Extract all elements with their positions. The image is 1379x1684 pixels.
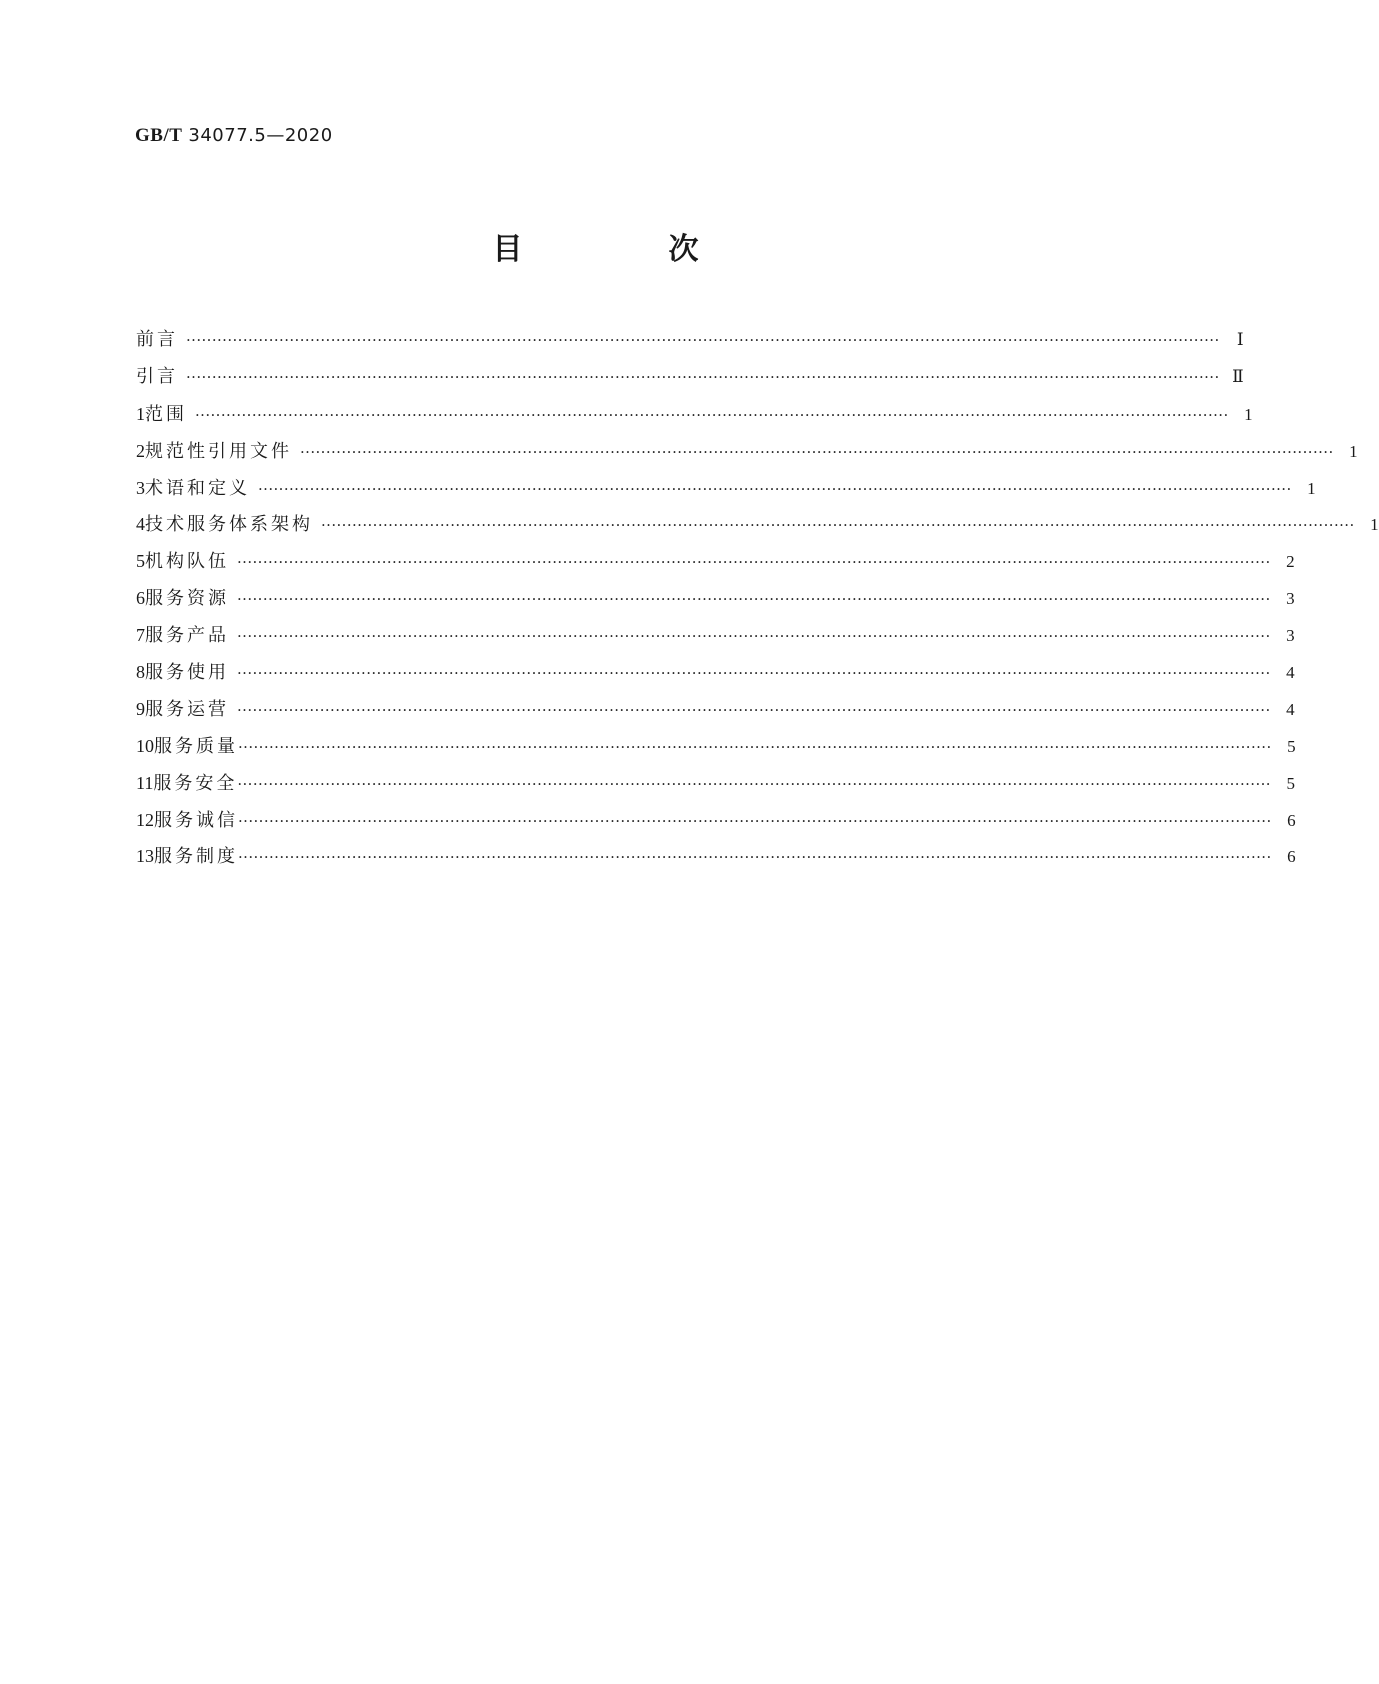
toc-entry-page: 1: [1244, 404, 1253, 424]
toc-entry-page: 5: [1287, 736, 1296, 756]
toc-leader-dots: ········································································································································································································: [237, 774, 1271, 793]
toc-leader-dots: ········································································································································································································: [195, 405, 1229, 424]
toc-entry[interactable]: [136, 359, 1244, 396]
standard-code: GB/T: [135, 125, 183, 146]
toc-entry-label: 技术服务体系架构: [145, 514, 313, 536]
toc-leader-dots: ········································································································································································································: [237, 627, 1271, 646]
toc-entry-number: 1: [136, 403, 145, 424]
toc-leader-dots: ········································································································································································································: [321, 516, 1355, 535]
toc-entry-label: 服务制度: [154, 846, 238, 868]
toc-entry-number: 7: [136, 625, 145, 646]
toc-entry[interactable]: [136, 543, 1295, 580]
toc-entry[interactable]: [136, 617, 1295, 654]
toc-entry-label: 范围: [145, 403, 187, 425]
toc-entry[interactable]: [136, 691, 1295, 728]
toc-entry-number: 8: [136, 662, 145, 683]
toc-entry-number: 5: [136, 551, 145, 572]
toc-entry[interactable]: [136, 765, 1295, 802]
toc-entry-number: 11: [136, 772, 154, 793]
toc-entry[interactable]: [136, 802, 1296, 839]
toc-entry-number: 4: [136, 514, 145, 535]
toc-entry[interactable]: [136, 470, 1316, 507]
toc-entry-page: 6: [1287, 810, 1296, 830]
toc-leader-dots: ········································································································································································································: [237, 664, 1271, 683]
toc-entry-label: 服务质量: [154, 735, 238, 757]
toc-entry-label: 服务运营: [145, 698, 229, 720]
toc-leader-dots: ········································································································································································································: [300, 442, 1334, 461]
toc-entry-page: 1: [1370, 515, 1379, 535]
toc-entry-label: 机构队伍: [145, 551, 229, 573]
toc-entry-label: 引言: [136, 365, 178, 387]
toc-entry-number: 12: [136, 809, 154, 830]
toc-leader-dots: ········································································································································································································: [186, 367, 1220, 386]
toc-entry-label: 服务产品: [145, 625, 229, 647]
toc-entry-page: 3: [1286, 589, 1295, 609]
toc-entry-number: 9: [136, 698, 145, 719]
toc-entry[interactable]: [136, 433, 1358, 470]
toc-title: 目 次: [492, 232, 757, 267]
toc-entry[interactable]: [136, 506, 1379, 543]
toc-entry-page: 6: [1287, 847, 1296, 867]
toc-entry-label: 服务使用: [145, 662, 229, 684]
toc-entry-label: 服务诚信: [154, 809, 238, 831]
toc-entry-label: 前言: [136, 329, 178, 350]
toc-entry-label: 术语和定义: [145, 477, 250, 499]
toc-entry[interactable]: [136, 728, 1296, 765]
toc-leader-dots: ········································································································································································································: [237, 700, 1271, 719]
table-of-contents: [136, 322, 1379, 875]
toc-entry-number: 10: [136, 735, 154, 756]
standard-header: [135, 124, 333, 147]
toc-entry[interactable]: [136, 322, 1244, 359]
toc-entry-page: 3: [1286, 626, 1295, 646]
toc-entry-page: 5: [1286, 773, 1295, 793]
toc-entry-number: 3: [136, 477, 145, 498]
toc-leader-dots: ········································································································································································································: [238, 848, 1272, 867]
toc-entry[interactable]: [136, 838, 1296, 875]
toc-entry-number: 2: [136, 440, 145, 461]
toc-leader-dots: ········································································································································································································: [237, 553, 1271, 572]
toc-entry-page: 4: [1286, 699, 1295, 719]
toc-entry-page: 1: [1349, 441, 1358, 461]
toc-leader-dots: ········································································································································································································: [186, 331, 1220, 349]
toc-entry-number: 13: [136, 846, 154, 867]
toc-leader-dots: ········································································································································································································: [237, 590, 1271, 609]
toc-entry-page: Ⅱ: [1232, 366, 1244, 386]
toc-entry-number: 6: [136, 588, 145, 609]
toc-entry-label: 服务安全: [153, 772, 238, 794]
toc-leader-dots: ········································································································································································································: [238, 811, 1272, 830]
toc-entry-label: 规范性引用文件: [145, 440, 292, 462]
toc-entry-page: 2: [1286, 552, 1295, 572]
standard-number: 34077.5—2020: [188, 125, 333, 146]
toc-entry-page: 4: [1286, 663, 1295, 683]
toc-entry[interactable]: [136, 654, 1295, 691]
toc-leader-dots: ········································································································································································································: [258, 479, 1292, 498]
toc-entry-label: 服务资源: [145, 588, 229, 610]
toc-entry-page: 1: [1307, 478, 1316, 498]
toc-leader-dots: ········································································································································································································: [238, 737, 1272, 756]
toc-entry-page: Ⅰ: [1236, 330, 1244, 349]
toc-entry[interactable]: [136, 396, 1253, 433]
toc-entry[interactable]: [136, 580, 1295, 617]
